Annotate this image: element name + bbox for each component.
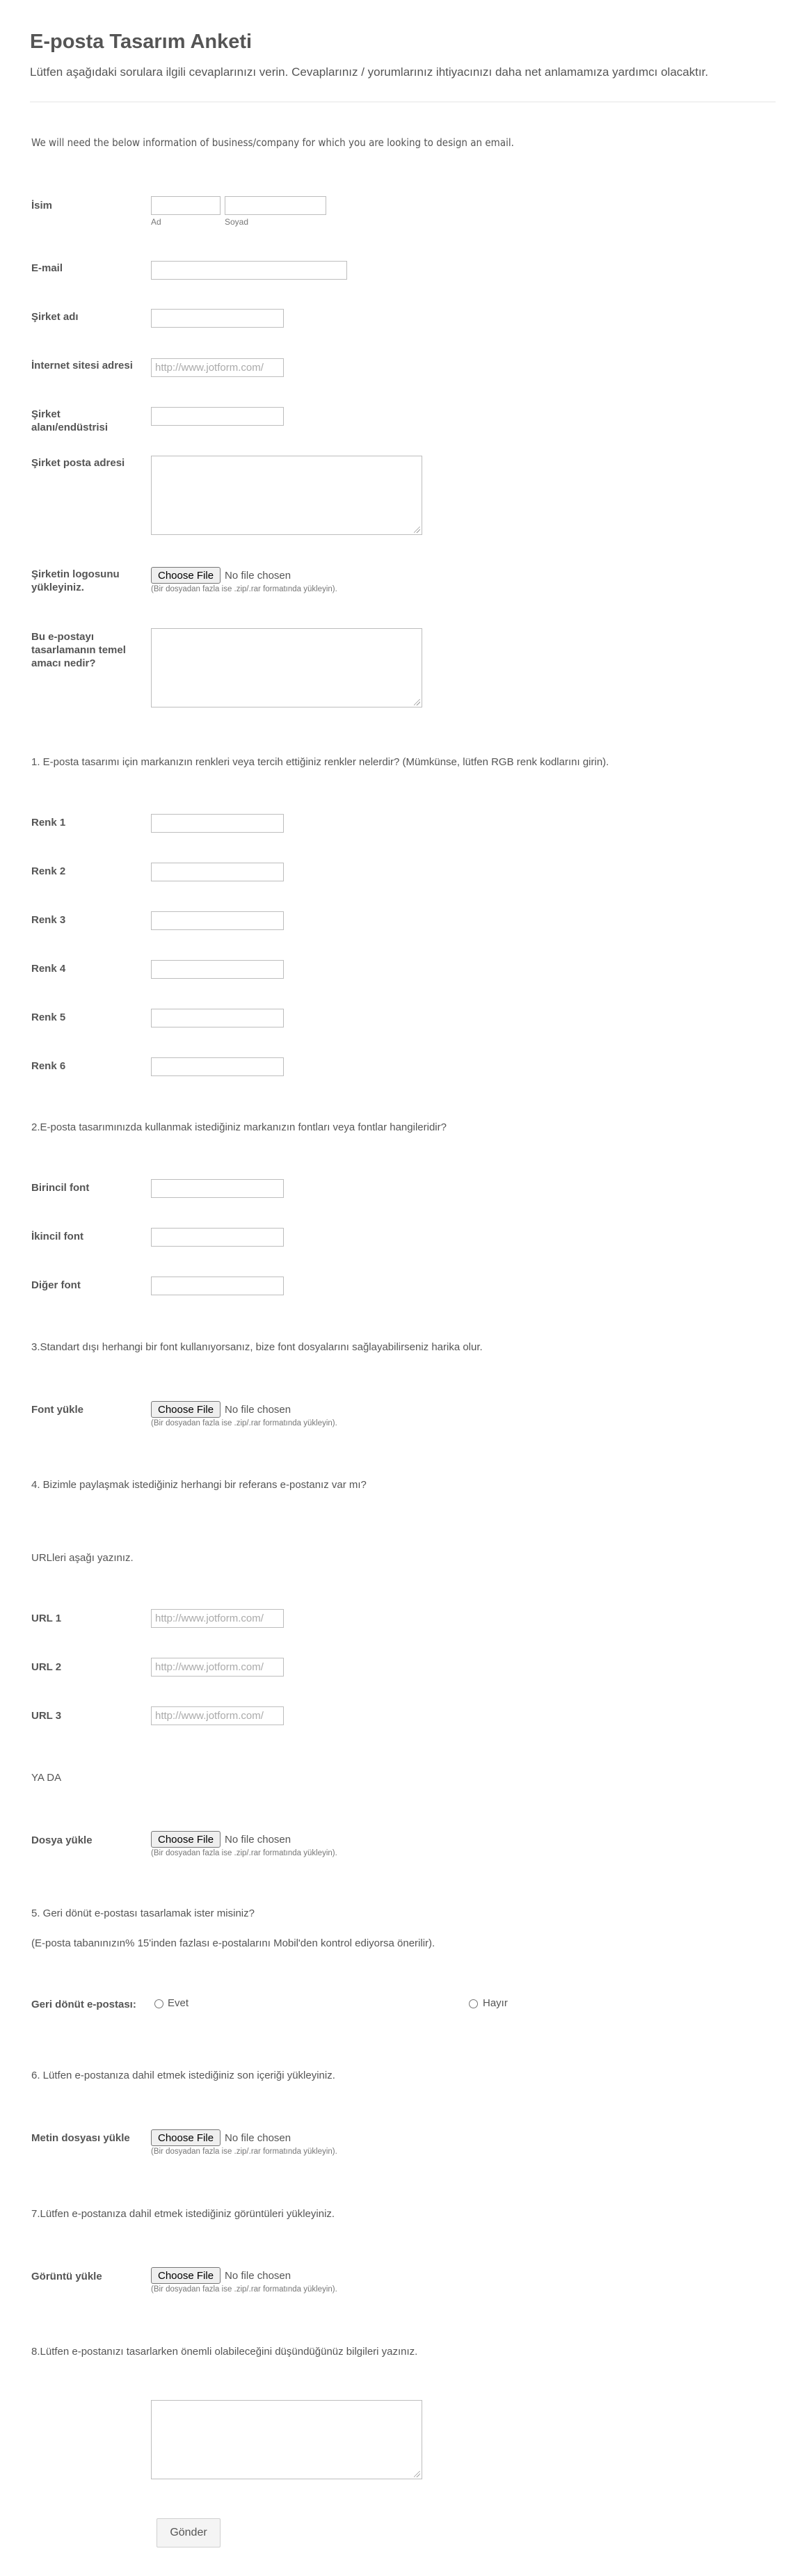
fallback-question: 5. Geri dönüt e-postası tasarlamak ister misiniz?	[31, 1907, 255, 1919]
text-choose-file-button[interactable]: Choose File	[151, 2129, 221, 2146]
last-name-sublabel: Soyad	[225, 217, 249, 227]
text-file-input[interactable]	[151, 2129, 291, 2146]
purpose-label-line3: amacı nedir?	[31, 657, 96, 669]
fonts-question: 2.E-posta tasarımınızda kullanmak istediğiniz markanızın fontları veya fontlar hangileridir?	[31, 1121, 447, 1133]
color-2-input[interactable]	[151, 863, 284, 881]
url-3-label: URL 3	[31, 1710, 62, 1722]
color-3-label: Renk 3	[31, 914, 66, 926]
resize-grip-icon[interactable]	[414, 527, 420, 533]
url-2-input[interactable]: http://www.jotform.com/	[151, 1658, 284, 1677]
website-input[interactable]: http://www.jotform.com/	[151, 358, 284, 377]
industry-label-line1: Şirket	[31, 408, 61, 420]
form-subtitle: Lütfen aşağıdaki sorulara ilgili cevaplarınızı verin. Cevaplarınız / yorumlarınız ihtiyacınızı daha net anlamamıza yardımcı olacaktır.	[30, 65, 709, 79]
color-4-label: Renk 4	[31, 963, 66, 975]
images-question: 7.Lütfen e-postanıza dahil etmek istediğiniz görüntüleri yükleyiniz.	[31, 2208, 335, 2220]
fallback-yes-label[interactable]: Evet	[168, 1997, 189, 2009]
company-input[interactable]	[151, 309, 284, 328]
image-file-input[interactable]	[151, 2267, 291, 2284]
font-upload-label: Font yükle	[31, 1404, 84, 1416]
reference-file-status: No file chosen	[225, 1833, 291, 1846]
image-upload-hint: (Bir dosyadan fazla ise .zip/.rar formatında yükleyin).	[151, 2285, 337, 2294]
urls-prompt: URLleri aşağı yazınız.	[31, 1552, 134, 1564]
url-1-input[interactable]: http://www.jotform.com/	[151, 1609, 284, 1628]
name-label: İsim	[31, 200, 53, 211]
font-file-input[interactable]	[151, 1401, 291, 1418]
text-upload-hint: (Bir dosyadan fazla ise .zip/.rar formatında yükleyin).	[151, 2147, 337, 2156]
image-choose-file-button[interactable]: Choose File	[151, 2267, 221, 2284]
font-upload-hint: (Bir dosyadan fazla ise .zip/.rar formatında yükleyin).	[151, 1419, 337, 1427]
email-label: E-mail	[31, 262, 63, 274]
reference-upload-hint: (Bir dosyadan fazla ise .zip/.rar formatında yükleyin).	[151, 1849, 337, 1857]
notes-textarea[interactable]	[151, 2400, 422, 2479]
secondary-font-input[interactable]	[151, 1228, 284, 1247]
color-2-label: Renk 2	[31, 865, 66, 877]
last-name-input[interactable]	[225, 196, 326, 215]
image-file-status: No file chosen	[225, 2269, 291, 2282]
purpose-textarea[interactable]	[151, 628, 422, 707]
color-5-input[interactable]	[151, 1009, 284, 1027]
resize-grip-icon[interactable]	[414, 699, 420, 705]
color-1-input[interactable]	[151, 814, 284, 833]
industry-label-line2: alanı/endüstrisi	[31, 422, 109, 433]
form-title: E-posta Tasarım Anketi	[30, 31, 253, 53]
fallback-label: Geri dönüt e-postası:	[31, 1999, 136, 2010]
logo-choose-file-button[interactable]: Choose File	[151, 567, 221, 584]
or-text: YA DA	[31, 1772, 62, 1784]
address-label: Şirket posta adresi	[31, 457, 125, 469]
primary-font-input[interactable]	[151, 1179, 284, 1198]
font-choose-file-button[interactable]: Choose File	[151, 1401, 221, 1418]
website-label: İnternet sitesi adresi	[31, 360, 133, 371]
color-5-label: Renk 5	[31, 1011, 66, 1023]
address-textarea[interactable]	[151, 456, 422, 535]
purpose-label-line2: tasarlamanın temel	[31, 644, 126, 656]
reference-file-input[interactable]	[151, 1831, 291, 1848]
color-1-label: Renk 1	[31, 817, 66, 829]
font-upload-question: 3.Standart dışı herhangi bir font kullanıyorsanız, bize font dosyalarını sağlayabilirseniz harika olur.	[31, 1341, 483, 1353]
reference-choose-file-button[interactable]: Choose File	[151, 1831, 221, 1848]
fallback-no-radio[interactable]	[469, 1999, 478, 2008]
first-name-input[interactable]	[151, 196, 221, 215]
url-3-input[interactable]: http://www.jotform.com/	[151, 1706, 284, 1725]
logo-label-line2: yükleyiniz.	[31, 582, 84, 593]
image-upload-label: Görüntü yükle	[31, 2271, 102, 2282]
email-input[interactable]	[151, 261, 347, 280]
color-6-label: Renk 6	[31, 1060, 66, 1072]
other-font-label: Diğer font	[31, 1279, 81, 1291]
other-font-input[interactable]	[151, 1277, 284, 1295]
fallback-no-label[interactable]: Hayır	[483, 1997, 508, 2009]
fallback-note: (E-posta tabanınızın% 15'inden fazlası e-postalarını Mobil'den kontrol ediyorsa önerilir).	[31, 1937, 435, 1949]
url-1-label: URL 1	[31, 1613, 62, 1624]
industry-input[interactable]	[151, 407, 284, 426]
purpose-label-line1: Bu e-postayı	[31, 631, 95, 643]
colors-question: 1. E-posta tasarımı için markanızın renkleri veya tercih ettiğiniz renkler nelerdir? (Mümkünse, lütfen RGB renk kodlarını girin).	[31, 756, 609, 768]
logo-upload-hint: (Bir dosyadan fazla ise .zip/.rar formatında yükleyin).	[151, 585, 337, 593]
text-file-status: No file chosen	[225, 2131, 291, 2144]
color-3-input[interactable]	[151, 911, 284, 930]
intro-text: We will need the below information of business/company for which you are looking to design an email.	[31, 136, 514, 149]
first-name-sublabel: Ad	[151, 217, 161, 227]
url-2-label: URL 2	[31, 1661, 62, 1673]
content-question: 6. Lütfen e-postanıza dahil etmek istediğiniz son içeriği yükleyiniz.	[31, 2070, 335, 2081]
logo-file-input[interactable]	[151, 567, 291, 584]
primary-font-label: Birincil font	[31, 1182, 90, 1194]
submit-button[interactable]: Gönder	[157, 2518, 221, 2547]
secondary-font-label: İkincil font	[31, 1231, 83, 1242]
resize-grip-icon[interactable]	[414, 2471, 420, 2477]
color-4-input[interactable]	[151, 960, 284, 979]
font-file-status: No file chosen	[225, 1403, 291, 1416]
notes-question: 8.Lütfen e-postanızı tasarlarken önemli olabileceğini düşündüğünüz bilgileri yazınız.	[31, 2346, 418, 2358]
reference-question: 4. Bizimle paylaşmak istediğiniz herhangi bir referans e-postanız var mı?	[31, 1479, 367, 1491]
color-6-input[interactable]	[151, 1057, 284, 1076]
file-upload-label: Dosya yükle	[31, 1834, 93, 1846]
company-label: Şirket adı	[31, 311, 79, 323]
logo-label-line1: Şirketin logosunu	[31, 568, 120, 580]
logo-file-status: No file chosen	[225, 569, 291, 582]
fallback-yes-radio[interactable]	[154, 1999, 163, 2008]
text-file-upload-label: Metin dosyası yükle	[31, 2132, 130, 2144]
